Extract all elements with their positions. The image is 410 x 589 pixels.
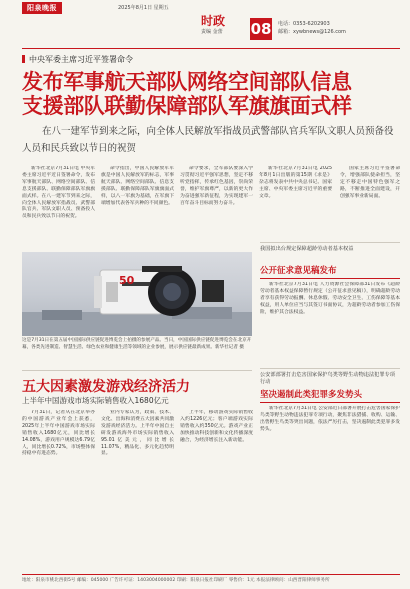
newspaper-logo: 阳泉晚报 <box>22 2 62 14</box>
article2-body-col-3: 上半年，移动游戏实际销售收入约1226亿元；客户端游戏实际销售收入约350亿元。游戏产业正加快推动科技创新和文化传播深度融合，为经济增长注入新动能。 <box>180 410 253 443</box>
article2-top-rule <box>22 370 252 371</box>
right-a2-rule <box>260 402 400 403</box>
article2-body-col-1: 7月31日，记者从在北京举办的中国游戏产业年会上获悉，2025年上半年中国游戏市场实际销售收入1680亿元，同比增长14.08%，游戏用户规模达6.79亿人，同比增长0.72%，市场整体保持稳中有进态势。 <box>22 410 95 457</box>
lead-headline <box>22 70 400 118</box>
section-editor: 责编 金蕾 <box>201 29 223 35</box>
contact-email: 邮箱：xywbnews@126.com <box>278 29 346 35</box>
right-a2-kicker: 公安部部署打击危害国家保护鸟类等野生动物违法犯罪专项行动 <box>260 372 395 385</box>
headline-line-1: 发布军事航天部队网络空间部队信息 <box>22 69 352 94</box>
right-a1-title: 公开征求意见稿发布 <box>260 266 337 276</box>
camera-lens-illustration <box>22 252 252 336</box>
article2-headline: 五大因素激发游戏经济活力 <box>22 379 190 395</box>
contact-phone: 电话：0353-6202903 <box>278 21 330 27</box>
lead-body-col-4: 新华社北京7月31日电 2025年8月1日出版的第15期《求是》杂志将发表中共中央总书记、国家主席、中央军委主席习近平的重要文章。 <box>259 166 332 199</box>
right-a2-body: 新华社北京7月31日电 公安部近日部署开展打击危害国家保护鸟类等野生动物违法犯罪专项行动，聚焦非法猎捕、收购、运输、出售野生鸟类等突出问题，依法严厉打击，坚决遏制此类犯罪多发势头。 <box>260 406 400 432</box>
article2-subhead: 上半年中国游戏市场实际销售收入1680亿元 <box>22 396 169 405</box>
section-title: 时政 <box>201 14 226 28</box>
headline-line-2: 支援部队联勤保障部队军旗旗面式样 <box>22 93 352 118</box>
lead-subhead: 在八一建军节到来之际，向全体人民解放军指战员武警部队官兵军队文职人员预备役人员和民兵致以节日的祝贺 <box>22 126 394 154</box>
page-footer: 地址：阳泉市桃北西街5号 邮编：045000 广告许可证：1403004000002 印刷：阳泉日报社印刷厂 零售价：1元 本报法律顾问：山西晋阳律师事务所 <box>22 574 400 583</box>
page-number: 08 <box>250 20 272 38</box>
contact-info <box>278 20 346 36</box>
right-a1-rule <box>260 278 400 279</box>
lead-body-col-3: 命令要求，全军部队要深入学习贯彻习近平强军思想，坚定不移听党指挥，传承红色基因，崇尚荣誉，维护军旗尊严，以新的更大作为奋进强军新征程，为实现建军一百年奋斗目标而努力奋斗。 <box>180 166 253 206</box>
right-a1-body: 新华社北京7月31日电 人力资源社会保障部31日发布《超龄劳动者基本权益保障暂行规定（公开征求意见稿）》，明确超龄劳动者享有获得劳动报酬、休息休假、劳动安全卫生、工伤保障等基本权益，用人单位应当与其签订书面协议，为超龄劳动者参加工伤保险，维护其合法权益。 <box>260 282 400 315</box>
news-photo <box>22 252 252 336</box>
issue-date: 2025年8月1日 星期五 <box>118 5 169 11</box>
article2-body-col-2: 业内专家认为，政策、技术、文化、出海和消费五大因素共同激发游戏经济活力。上半年中国自主研发游戏海外市场实际销售收入95.01亿美元，同比增长11.07%，精品化、多元化趋势明显。 <box>101 410 174 457</box>
right-divider-1 <box>260 242 400 243</box>
lens-label: 50 <box>119 274 135 287</box>
right-a2-title: 坚决遏制此类犯罪多发势头 <box>260 390 363 400</box>
right-top-text: 国家主席习近平签署命令，增强部队使命担当，坚定不移走中国特色强军之路，不断推进全面建设，开创强军事业新局面。 <box>340 166 400 199</box>
right-a1-kicker: 我国拟出台规定保障超龄劳动者基本权益 <box>260 246 354 252</box>
photo-caption: 这是7月31日在第五届中国国际供应链促进博览会上拍摄的参展产品。当日，中国国际供应链促进博览会在北京开幕，各类先进制造、智慧生活、绿色农业和健康生活等领域的企业参展，展示供应链最新成果。新华社记者 摄 <box>22 338 252 350</box>
kicker-marker <box>22 55 25 63</box>
lead-kicker: 中央军委主席习近平签署命令 <box>29 55 133 64</box>
right-divider-2 <box>260 368 400 369</box>
lead-body-col-2: 命令指出，中国人民解放军军旗是中国人民解放军的标志，军事航天部队、网络空间部队、信息支援部队、联勤保障部队军旗旗面式样，以八一军旗为基础，在军旗下端增加代表各军兵种的不同颜色。 <box>101 166 174 206</box>
lead-body-col-1: 新华社北京7月31日电 中央军委主席习近平近日签署命令，发布军事航天部队、网络空间部队、信息支援部队、联勤保障部队军旗旗面式样。在八一建军节到来之际，向全体人民解放军指战员、武警部队官兵、军队文职人员、预备役人员和民兵致以节日的祝贺。 <box>22 166 95 220</box>
header-divider <box>22 48 400 49</box>
